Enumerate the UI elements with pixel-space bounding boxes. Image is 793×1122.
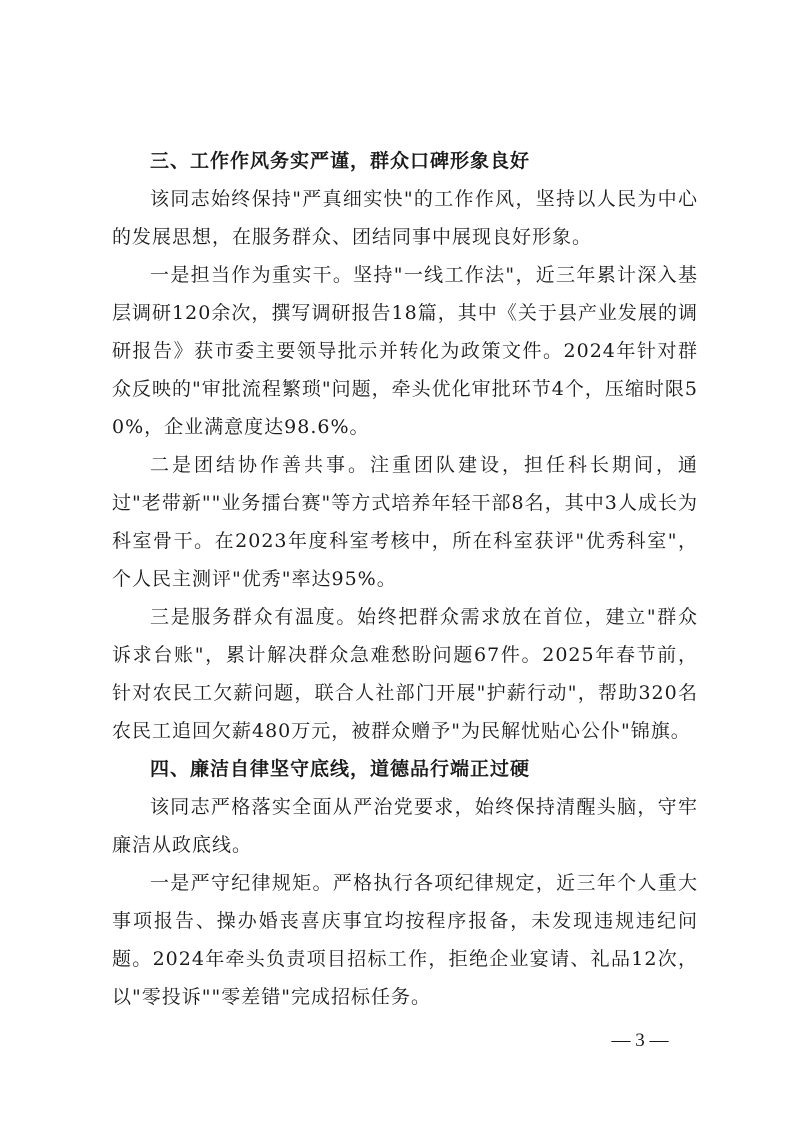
paragraph: 一是严守纪律规矩。严格执行各项纪律规定，近三年个人重大事项报告、操办婚丧喜庆事宜均按程序报备，未发现违规违纪问题。2024年牵头负责项目招标工作，拒绝企业宴请、礼品12次，以"零投诉""零差错"完成招标任务。: [112, 872, 698, 1008]
document-body: [112, 142, 698, 1016]
paragraph: 二是团结协作善共事。注重团队建设，担任科长期间，通过"老带新""业务擂台赛"等方式培养年轻干部8名，其中3人成长为科室骨干。在2023年度科室考核中，所在科室获评"优秀科室"，个人民主测评"优秀"率达95%。: [112, 454, 698, 590]
paragraph: 一是担当作为重实干。坚持"一线工作法"，近三年累计深入基层调研120余次，撰写调研报告18篇，其中《关于县产业发展的调研报告》获市委主要领导批示并转化为政策文件。2024年针对群众反映的"审批流程繁琐"问题，牵头优化审批环节4个，压缩时限50%，企业满意度达98.6%。: [112, 264, 698, 438]
page-number: — 3 —: [611, 1030, 669, 1051]
section-heading-4: 四、廉洁自律坚守底线，道德品行端正过硬: [150, 758, 531, 780]
paragraph: 该同志始终保持"严真细实快"的工作作风，坚持以人民为中心的发展思想，在服务群众、团结同事中展现良好形象。: [112, 188, 698, 248]
section-heading-3: 三、工作作风务实严谨，群众口碑形象良好: [150, 150, 531, 172]
paragraph: 该同志严格落实全面从严治党要求，始终保持清醒头脑，守牢廉洁从政底线。: [112, 796, 698, 856]
paragraph: 三是服务群众有温度。始终把群众需求放在首位，建立"群众诉求台账"，累计解决群众急难愁盼问题67件。2025年春节前，针对农民工欠薪问题，联合人社部门开展"护薪行动"，帮助320名农民工追回欠薪480万元，被群众赠予"为民解忧贴心公仆"锦旗。: [112, 606, 698, 742]
